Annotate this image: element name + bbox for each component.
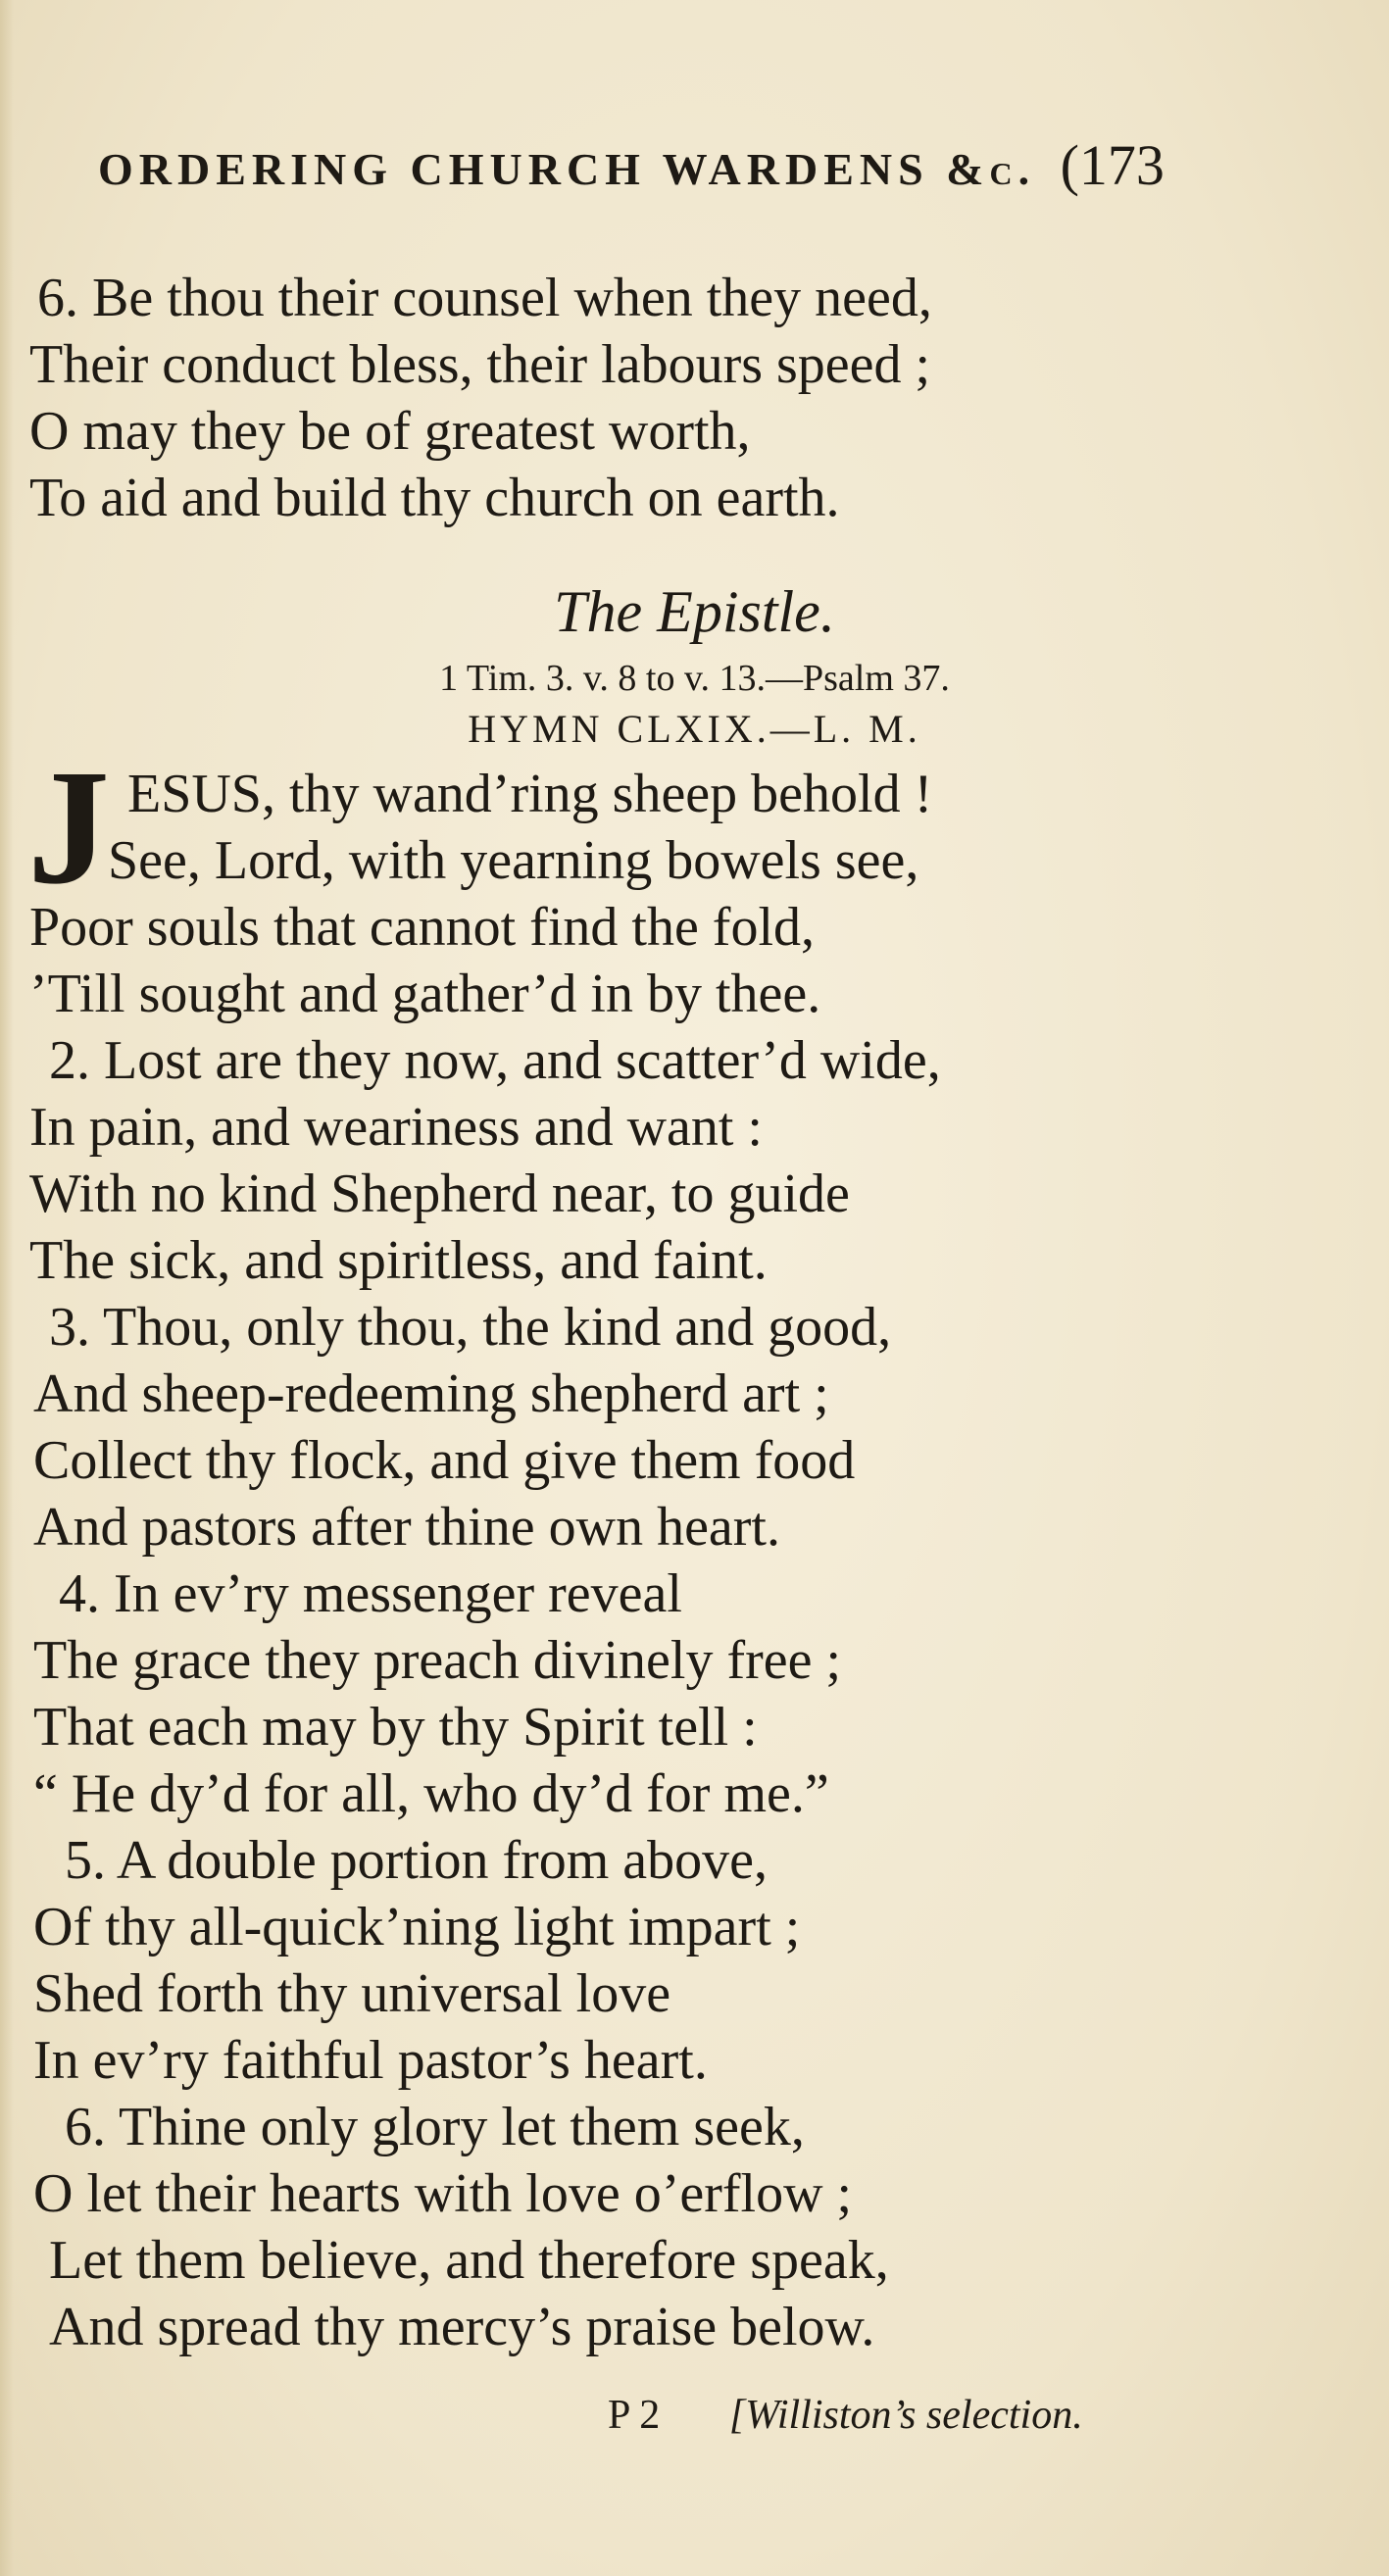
verse-line: O may they be of greatest worth, bbox=[29, 401, 751, 462]
verse-line: And spread thy mercy’s praise below. bbox=[49, 2297, 875, 2357]
hymn-heading: HYMN CLXIX.—L. M. bbox=[468, 707, 921, 751]
verse-line: That each may by thy Spirit tell : bbox=[33, 1697, 758, 1758]
verse-line-first: ESUS, thy wand’ring sheep behold ! bbox=[127, 764, 933, 824]
page-gutter-shadow bbox=[0, 0, 14, 2576]
verse-line: In ev’ry faithful pastor’s heart. bbox=[33, 2030, 708, 2091]
running-head-title: ORDERING CHURCH WARDENS &c. bbox=[98, 144, 1036, 194]
verse-line: Poor souls that cannot find the fold, bbox=[29, 897, 816, 958]
page-footer bbox=[608, 2392, 1083, 2451]
verse-line: Of thy all-quick’ning light impart ; bbox=[33, 1897, 801, 1957]
verse-line: And pastors after thine own heart. bbox=[33, 1497, 780, 1558]
verse-line: And sheep-redeeming shepherd art ; bbox=[33, 1363, 829, 1424]
verse-line: With no kind Shepherd near, to guide bbox=[29, 1164, 850, 1224]
verse-line: 6. Be thou their counsel when they need, bbox=[37, 268, 932, 328]
verse-line: Shed forth thy universal love bbox=[33, 1963, 671, 2024]
verse-line: Let them believe, and therefore speak, bbox=[49, 2230, 889, 2291]
drop-cap: J bbox=[27, 736, 110, 918]
verse-line: The sick, and spiritless, and faint. bbox=[29, 1230, 768, 1291]
verse-line: In pain, and weariness and want : bbox=[29, 1097, 763, 1158]
section-title: The Epistle. bbox=[554, 579, 835, 644]
verse-line: 5. A double portion from above, bbox=[65, 1830, 769, 1891]
verse-line: 2. Lost are they now, and scatter’d wide, bbox=[49, 1030, 941, 1091]
page-number: (173 bbox=[1060, 133, 1165, 197]
verse-line: “ He dy’d for all, who dy’d for me.” bbox=[33, 1763, 829, 1824]
verse-line: The grace they preach divinely free ; bbox=[33, 1630, 842, 1691]
verse-line: 6. Thine only glory let them seek, bbox=[65, 2097, 805, 2157]
running-head bbox=[98, 132, 1304, 211]
signature-mark: P 2 bbox=[608, 2393, 661, 2438]
scripture-reference: 1 Tim. 3. v. 8 to v. 13.—Psalm 37. bbox=[439, 658, 950, 699]
verse-line: Collect thy flock, and give them food bbox=[33, 1430, 856, 1491]
verse-line: 4. In ev’ry messenger reveal bbox=[59, 1563, 682, 1624]
verse-line: O let their hearts with love o’erflow ; bbox=[33, 2163, 853, 2224]
verse-line: 3. Thou, only thou, the kind and good, bbox=[49, 1297, 892, 1358]
verse-line: To aid and build thy church on earth. bbox=[29, 468, 840, 528]
catchword: [Williston’s selection. bbox=[728, 2393, 1083, 2438]
verse-line: ’Till sought and gather’d in by thee. bbox=[29, 964, 821, 1024]
verse-line: Their conduct bless, their labours speed ; bbox=[29, 334, 931, 395]
verse-line: See, Lord, with yearning bowels see, bbox=[108, 830, 919, 891]
